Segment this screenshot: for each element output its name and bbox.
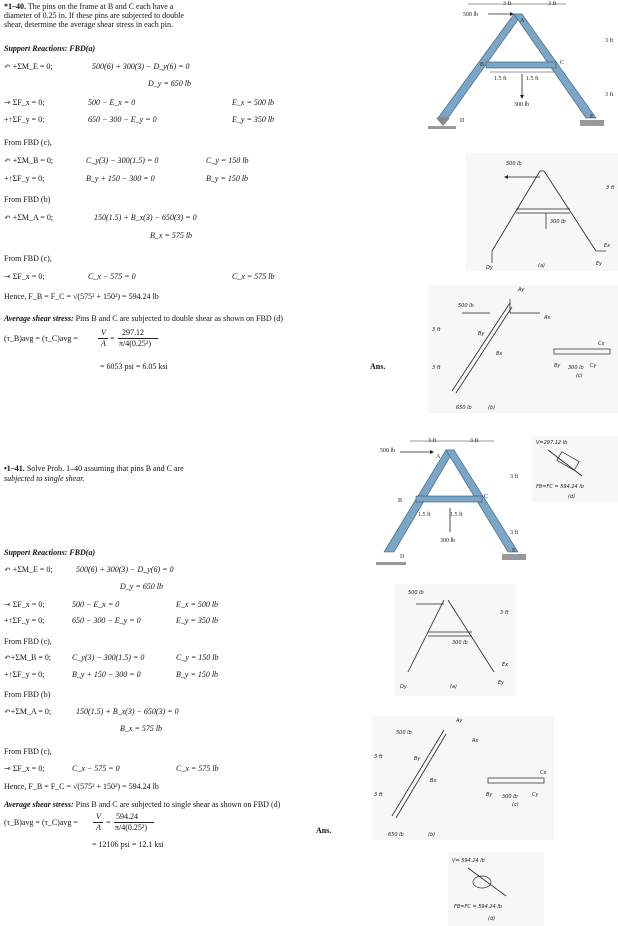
fbd-c-Cx: Cx	[598, 341, 605, 347]
p40-title-line2: diameter of 0.25 in. If these pins are subjected to double	[4, 11, 184, 20]
load41-300: 300 lb	[440, 538, 456, 544]
fbd41c-300: 300 lb	[502, 794, 518, 800]
p40-eq4-label: ↶ +ΣM_B = 0;	[4, 156, 54, 165]
p41-from-c: From FBD (c),	[4, 637, 52, 646]
dim41-3ft-lower: 3 ft	[510, 530, 519, 536]
p41-eq2-label: ⇾ ΣF_x = 0;	[4, 600, 45, 609]
dim-1-5ft-left: 1.5 ft	[494, 76, 507, 82]
p40-eq1-label: ↶ +ΣM_E = 0;	[4, 62, 53, 71]
p41-eq3-label: +↑ΣF_y = 0;	[4, 616, 45, 625]
label41-E: E	[512, 548, 516, 554]
p41-eq3-body: 650 − 300 − E_y = 0	[72, 616, 141, 625]
fbd-a-300: 300 lb	[550, 219, 566, 225]
p41-eq6-result: B_x = 575 lb	[120, 724, 163, 733]
p41-from-c2: From FBD (c),	[4, 747, 52, 756]
fbd-b-By: By	[478, 331, 485, 337]
p40-eq7-body: C_x − 575 = 0	[88, 272, 136, 281]
p41-avg-line: Average shear stress: Pins B and C are subjected to single shear as shown on FBD (d)	[4, 800, 281, 809]
p40-title: *1–40. The pins on the frame at B and C each have a	[4, 2, 174, 11]
fbd41a-3ft: 3 ft	[500, 610, 509, 616]
p40-eq7-result: C_x = 575 lb	[232, 272, 275, 281]
p41-eq6-label: ↶+ΣM_A = 0;	[4, 707, 52, 716]
p40-eq-sign: =	[110, 334, 115, 343]
fbd-a-3ft: 3 ft	[606, 185, 615, 191]
p40-eq4-body: C_y(3) − 300(1.5) = 0	[86, 156, 159, 165]
load-300: 300 lb	[514, 102, 530, 108]
dim-3ft-left: 3 ft	[503, 1, 512, 7]
fbd-d-41	[448, 852, 544, 926]
fbd41a-300: 300 lb	[452, 640, 468, 646]
p40-eq3-result: E_y = 350 lb	[232, 115, 275, 124]
fbd41c-Cy: Cy	[532, 792, 539, 798]
p41-title: •1–41. Solve Prob. 1–40 assuming that pins B and C are	[4, 464, 184, 473]
fbd-b-3ft-upper: 3 ft	[432, 327, 441, 333]
p40-frac1-num: V	[101, 328, 106, 337]
dim41-3ft-left: 3 ft	[428, 438, 437, 444]
fbd-b-3ft-lower: 3 ft	[432, 365, 441, 371]
label41-A: A	[436, 454, 441, 460]
p40-eq6-result: B_x = 575 lb	[150, 231, 193, 240]
label41-B: B	[398, 498, 403, 504]
p40-eq7-label: ⇾ ΣF_x = 0;	[4, 272, 45, 281]
p41-eq5-body: B_y + 150 − 300 = 0	[72, 670, 141, 679]
fbd-d40-label: (d)	[568, 494, 576, 500]
fbd-b-Bx: Bx	[496, 351, 503, 357]
fbd41b-650: 650 lb	[388, 832, 404, 838]
p40-ans: Ans.	[370, 362, 386, 371]
fbd-b-label: (b)	[488, 405, 496, 411]
p40-tau-lhs: (τ_B)avg = (τ_C)avg =	[4, 334, 78, 343]
fbd-d40-V: V=297.12 lb	[536, 440, 568, 446]
frame-diagram-41	[370, 436, 530, 581]
p40-frac2-num: 297.12	[122, 328, 144, 337]
p40-eq5-label: +↑ΣF_y = 0;	[4, 174, 45, 183]
p41-eq6-body: 150(1.5) + B_x(3) − 650(3) = 0	[76, 707, 179, 716]
p41-ans: Ans.	[316, 826, 332, 835]
load-500: 500 lb	[463, 12, 479, 18]
p41-frac2-num: 594.24	[116, 812, 138, 821]
p41-eq4-label: ↶+ΣM_B = 0;	[4, 653, 52, 662]
fbd-a-Dy: Dy	[486, 265, 493, 271]
label-A: A	[520, 18, 525, 24]
p40-result: = 6053 psi = 6.05 ksi	[100, 362, 168, 371]
p40-title-line3: shear, determine the average shear stress in each pin.	[4, 20, 173, 29]
fbd-d41-label: (d)	[488, 916, 496, 922]
fbd41a-Dy: Dy	[400, 684, 407, 690]
dim-1-5ft-right: 1.5 ft	[526, 76, 539, 82]
fbd41a-label: (a)	[450, 684, 457, 690]
fbd41a-Ey: Ey	[498, 680, 505, 686]
fbd-c-300: 300 lb	[568, 365, 584, 371]
fbd41c-By: By	[486, 792, 493, 798]
p41-title-line2: subjected to single shear.	[4, 474, 85, 483]
fbd41b-Bx: Bx	[430, 778, 437, 784]
p41-support-header: Support Reactions: FBD(a)	[4, 548, 96, 557]
p41-eq4-result: C_y = 150 lb	[176, 653, 219, 662]
fbd41c-label: (c)	[512, 802, 519, 808]
p41-eq5-result: B_y = 150 lb	[176, 670, 219, 679]
fbd-d41-V: V= 594.24 lb	[452, 858, 485, 864]
p41-result: = 12106 psi = 12.1 ksi	[92, 840, 164, 849]
fbd-a-40	[466, 153, 618, 271]
label-B: B	[480, 62, 485, 68]
fbd41b-Ay: Ay	[456, 718, 463, 724]
fbd-b-650: 650 lb	[456, 405, 472, 411]
p40-eq4-result: C_y = 150 lb	[206, 156, 249, 165]
fbd-a-Ex: Ex	[604, 243, 611, 249]
p41-eq1-body: 500(6) + 300(3) − D_y(6) = 0	[76, 565, 174, 574]
p41-frac1-num: V	[96, 812, 101, 821]
p41-hence: Hence, F_B = F_C = √(575² + 150²) = 594.24 lb	[4, 782, 159, 791]
p41-eq4-body: C_y(3) − 300(1.5) = 0	[72, 653, 145, 662]
fbd41b-500: 500 lb	[396, 730, 412, 736]
p41-eq5-label: +↑ΣF_y = 0;	[4, 670, 45, 679]
p41-from-b: From FBD (b)	[4, 690, 51, 699]
load41-500: 500 lb	[380, 448, 396, 454]
fbd-c-Cy: Cy	[590, 363, 597, 369]
label41-D: D	[400, 554, 405, 560]
label41-C: C	[484, 494, 489, 500]
fbd41b-3ft-upper: 3 ft	[374, 754, 383, 760]
p41-eq-sign: =	[106, 818, 111, 827]
p41-eq2-result: E_x = 500 lb	[176, 600, 219, 609]
p40-eq3-label: +↑ΣF_y = 0;	[4, 115, 45, 124]
p40-from-c: From FBD (c),	[4, 138, 52, 147]
dim-3ft-upper: 3 ft	[605, 38, 614, 44]
p41-eq2-body: 500 − E_x = 0	[72, 600, 120, 609]
p40-eq1-result: D_y = 650 lb	[148, 79, 191, 88]
p40-from-c2: From FBD (c),	[4, 254, 52, 263]
fbd-c-By: By	[554, 363, 561, 369]
p40-frac1-den: A	[101, 339, 106, 348]
p40-eq5-body: B_y + 150 − 300 = 0	[86, 174, 155, 183]
fbd41b-label: (b)	[428, 832, 436, 838]
p40-eq2-body: 500 − E_x = 0	[88, 98, 136, 107]
p40-eq2-label: ⇾ ΣF_x = 0;	[4, 98, 45, 107]
p41-eq7-body: C_x − 575 = 0	[72, 764, 120, 773]
fbd41a-500: 500 lb	[408, 590, 424, 596]
fbd41b-Ax: Ax	[472, 738, 479, 744]
label-E: E	[590, 114, 594, 120]
p40-frac2-den: π/4(0.25²)	[119, 339, 151, 348]
fbd-a-Ey: Ey	[596, 261, 603, 267]
p40-eq1-body: 500(6) + 300(3) − D_y(6) = 0	[92, 62, 190, 71]
dim41-3ft-right: 3 ft	[470, 438, 479, 444]
fbd41c-Cx: Cx	[540, 770, 547, 776]
fbd-bc-40	[428, 285, 618, 413]
p40-eq3-body: 650 − 300 − E_y = 0	[88, 115, 157, 124]
dim41-1-5-right: 1.5 ft	[450, 512, 463, 518]
frame-diagram-40	[418, 0, 618, 145]
dim-3ft-lower: 3 ft	[605, 92, 614, 98]
p41-frac1-den: A	[96, 823, 101, 832]
fbd-d-40	[532, 436, 618, 502]
p41-frac2-den: π/4(0.25²)	[115, 823, 147, 832]
fbd41b-By: By	[414, 756, 421, 762]
fbd-bc-41	[372, 716, 554, 840]
p40-avg-line: Average shear stress: Pins B and C are subjected to double shear as shown on FBD (d)	[4, 314, 283, 323]
fbd-b-Ax: Ax	[544, 315, 551, 321]
fbd-c-label: (c)	[576, 373, 583, 379]
p41-eq3-result: E_y = 350 lb	[176, 616, 219, 625]
p41-eq1-label: ↶ +ΣM_E = 0;	[4, 565, 53, 574]
fbd-a-41	[394, 584, 516, 696]
p40-hence: Hence, F_B = F_C = √(575² + 150²) = 594.24 lb	[4, 292, 159, 301]
fbd-a-500: 500 lb	[506, 161, 522, 167]
dim41-3ft-upper: 3 ft	[510, 474, 519, 480]
fbd41b-3ft-lower: 3 ft	[374, 792, 383, 798]
dim-3ft-right: 3 ft	[548, 1, 557, 7]
fbd-d40-F: FB=FC = 594.24 lb	[536, 484, 584, 490]
p41-eq1-result: D_y = 650 lb	[120, 582, 163, 591]
p40-eq5-result: B_y = 150 lb	[206, 174, 249, 183]
fbd41a-Ex: Ex	[502, 662, 509, 668]
fbd-a-label: (a)	[538, 263, 545, 269]
p41-eq7-result: C_x = 575 lb	[176, 764, 219, 773]
p40-eq6-label: ↶ +ΣM_A = 0;	[4, 213, 54, 222]
label-C: C	[560, 60, 565, 66]
fbd-b-500: 500 lb	[458, 303, 474, 309]
dim41-1-5-left: 1.5 ft	[418, 512, 431, 518]
label-D: D	[460, 118, 465, 124]
p40-from-b: From FBD (b)	[4, 195, 51, 204]
p41-tau-lhs: (τ_B)avg = (τ_C)avg =	[4, 818, 78, 827]
p40-support-header: Support Reactions: FBD(a)	[4, 44, 96, 53]
p40-eq2-result: E_x = 500 lb	[232, 98, 275, 107]
fbd-b-Ay: Ay	[518, 287, 525, 293]
p41-eq7-label: ⇾ ΣF_x = 0;	[4, 764, 45, 773]
p40-eq6-body: 150(1.5) + B_x(3) − 650(3) = 0	[94, 213, 197, 222]
fbd-d41-F: FB=FC = 594.24 lb	[454, 904, 502, 910]
